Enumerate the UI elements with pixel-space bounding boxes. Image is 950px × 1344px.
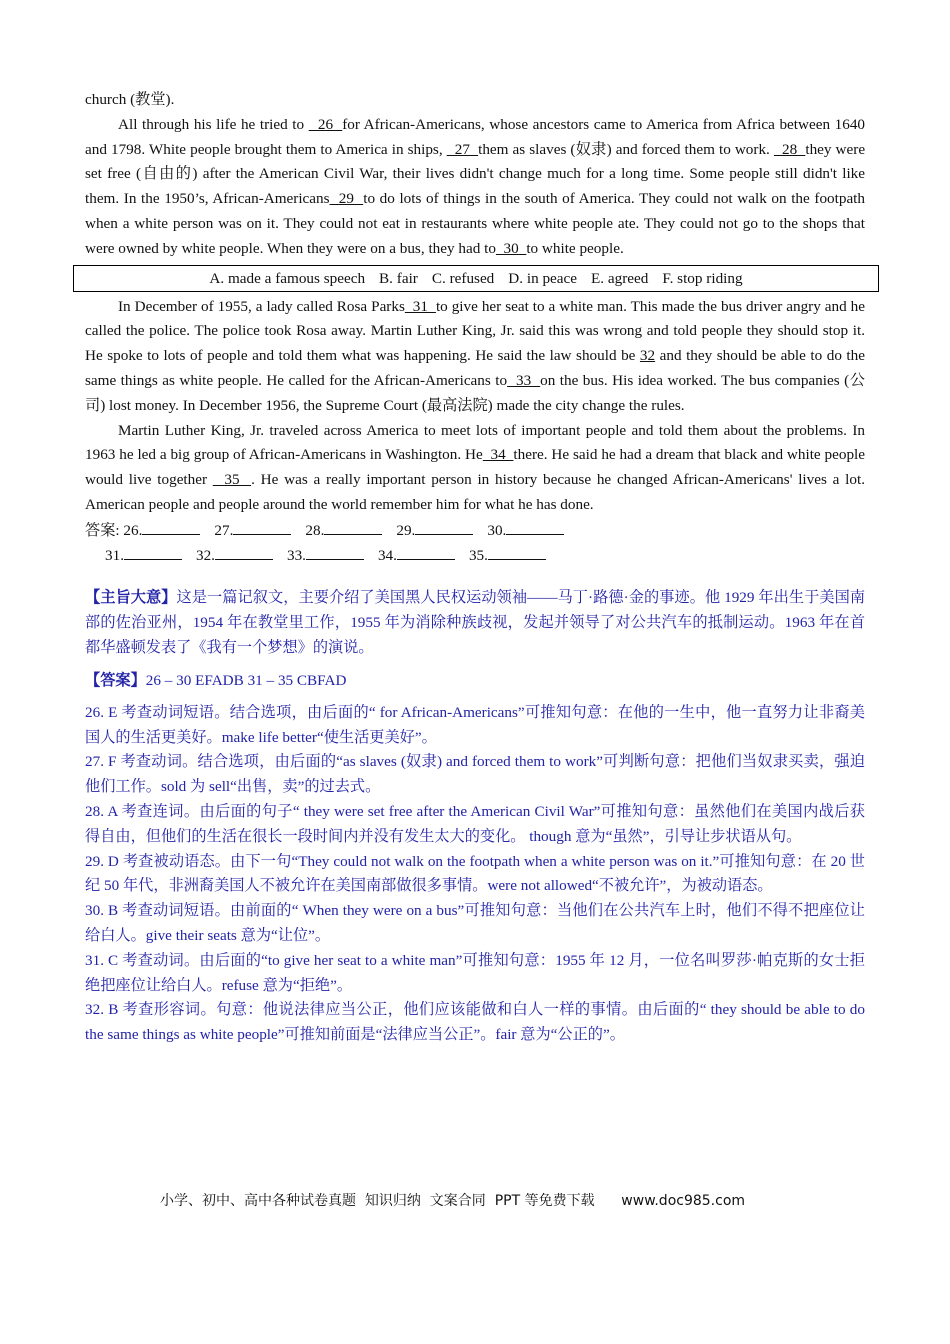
blank-34: 34	[482, 446, 514, 464]
explanation-29: 29. D 考查被动语态。由下一句“They could not walk on the footpath when a white person was on it.”可推知句意：在 20 世纪 50 年代，非洲裔美国人不被允许在美国南部做很多事情。were not allowed“不被允许”，为被动语态。	[85, 852, 865, 895]
answer-slot: 30.	[487, 518, 564, 543]
answer-slot: 35.	[469, 543, 546, 568]
answer-slot: 32.	[196, 543, 273, 568]
summary-paragraph: 【主旨大意】这是一篇记叙文，主要介绍了美国黑人民权运动领袖——马丁·路德·金的事迹。他 1929 年出生于美国南部的佐治亚州，1954 年在教堂里工作，1955 年为消除种族歧视，发起并领导了对公共汽车的抵制运动。1963 年在首都华盛顿发表了《我有一个梦想》的演说。	[85, 588, 866, 656]
answer-blank[interactable]	[488, 545, 546, 560]
blank-30: 30	[495, 239, 527, 257]
answer-key: 【答案】26 – 30 EFADB 31 – 35 CBFAD	[85, 671, 347, 689]
explanation-32: 32. B 考查形容词。句意：他说法律应当公正，他们应该能做和白人一样的事情。由后面的“ they should be able to do the same things as white people”可推知前面是“法律应当公正”。fair 意为“公正的”。	[85, 1001, 865, 1044]
explanation-31: 31. C 考查动词。由后面的“to give her seat to a white man”可推知句意：1955 年 12 月，一位名叫罗莎·帕克斯的女士拒绝把座位让给白人。refuse 意为“拒绝”。	[85, 951, 865, 994]
option-d: D. in peace	[508, 269, 578, 287]
option-b: B. fair	[379, 269, 418, 287]
option-f: F. stop riding	[662, 269, 743, 287]
passage-paragraph-3: Martin Luther King, Jr. traveled across America to meet lots of important people and told them about the problems. In 1963 he led a big group of African-Americans in Washington. He 34 there. He said he had a dream that black and white people would live together 35 . He was a really important person in history because he changed African-Americans' lives a lot. American people and people around the world remember him for what he has done.	[85, 421, 866, 513]
option-e: E. agreed	[591, 269, 649, 287]
blank-31: 31	[404, 297, 436, 315]
answer-slot: 27.	[214, 518, 291, 543]
blank-28: 28	[773, 140, 806, 158]
answer-blank[interactable]	[306, 545, 364, 560]
answer-blank[interactable]	[506, 520, 564, 535]
page-footer: 小学、初中、高中各种试卷真题 知识归纳 文案合同 PPT 等免费下载 www.doc985.com	[160, 1193, 746, 1209]
answer-blank[interactable]	[397, 545, 455, 560]
passage-paragraph-2: In December of 1955, a lady called Rosa Parks 31 to give her seat to a white man. This made the bus driver angry and he called the police. The police took Rosa away. Martin Luther King, Jr. said this was wrong and told people they should stop it. He spoke to lots of people and told them what was happening. He said the law should be 32 and they should be able to do the same things as white people. He called for the African-Americans to 33 on the bus. His idea worked. The bus companies (公司) lost money. In December 1956, the Supreme Court (最高法院) made the city change the rules.	[85, 297, 866, 414]
blank-35: 35	[212, 471, 252, 489]
answer-blank[interactable]	[215, 545, 273, 560]
explanation-27: 27. F 考查动词。结合选项，由后面的“as slaves (奴隶) and forced them to work”可判断句意：把他们当奴隶买卖，强迫他们工作。sold 为 sell“出售，卖”的过去式。	[85, 753, 865, 796]
option-a: A. made a famous speech	[209, 269, 366, 287]
answer-row-1	[85, 518, 865, 543]
blank-32: 32	[639, 347, 656, 365]
passage-line-church: church (教堂).	[85, 91, 175, 108]
blank-26: 26	[308, 115, 343, 133]
blank-27: 27	[446, 140, 479, 158]
answer-blank[interactable]	[124, 545, 182, 560]
answer-slot: 31.	[105, 543, 182, 568]
explanation-30: 30. B 考查动词短语。由前面的“ When they were on a bus”可推知句意：当他们在公共汽车上时，他们不得不把座位让给白人。give their seats 意为“让位”。	[85, 902, 865, 944]
blank-33: 33	[507, 371, 541, 389]
blank-29: 29	[329, 190, 364, 208]
answer-row-2	[85, 543, 865, 568]
answer-slot: 29.	[396, 518, 473, 543]
answer-label: 答案:	[85, 521, 120, 539]
explanations	[85, 701, 865, 1048]
answer-blank[interactable]	[233, 520, 291, 535]
document-page	[85, 88, 865, 1048]
explanation-28: 28. A 考查连词。由后面的句子“ they were set free after the American Civil War”可推知句意：虽然他们在美国内战后获得自由，但他们的生活在很长一段时间内并没有发生太大的变化。 though 意为“虽然”，引导让步状语从句。	[85, 802, 865, 845]
options-box	[73, 265, 879, 292]
explanation-26: 26. E 考查动词短语。结合选项，由后面的“ for African-Americans”可推知句意：在他的一生中，他一直努力让非裔美国人的生活更美好。make life better“使生活更美好”。	[85, 703, 865, 746]
answer-blank[interactable]	[142, 520, 200, 535]
answer-slot: 26.	[123, 518, 200, 543]
answer-slot: 34.	[378, 543, 455, 568]
answer-key-tag: 【答案】	[85, 671, 146, 689]
answer-slot: 33.	[287, 543, 364, 568]
passage-paragraph-1: All through his life he tried to 26 for African-Americans, whose ancestors came to America from Africa between 1640 and 1798. White people brought them to America in ships, 27 them as slaves (奴隶) and forced them to work. 28 they were set free (自由的) after the American Civil War, their lives didn't change much for a long time. Some people still didn't like them. In the 1950’s, African-Americans 29 to do lots of things in the south of America. They could not walk on the footpath when a white person was on it. They could not eat in restaurants where white people ate. They could not go to the shops that were owned by white people. When they were on a bus, they had to 30 to white people.	[85, 115, 866, 257]
answer-blank[interactable]	[415, 520, 473, 535]
summary-tag: 【主旨大意】	[85, 588, 177, 606]
answer-blank[interactable]	[324, 520, 382, 535]
answer-slot: 28.	[305, 518, 382, 543]
option-c: C. refused	[431, 269, 495, 287]
